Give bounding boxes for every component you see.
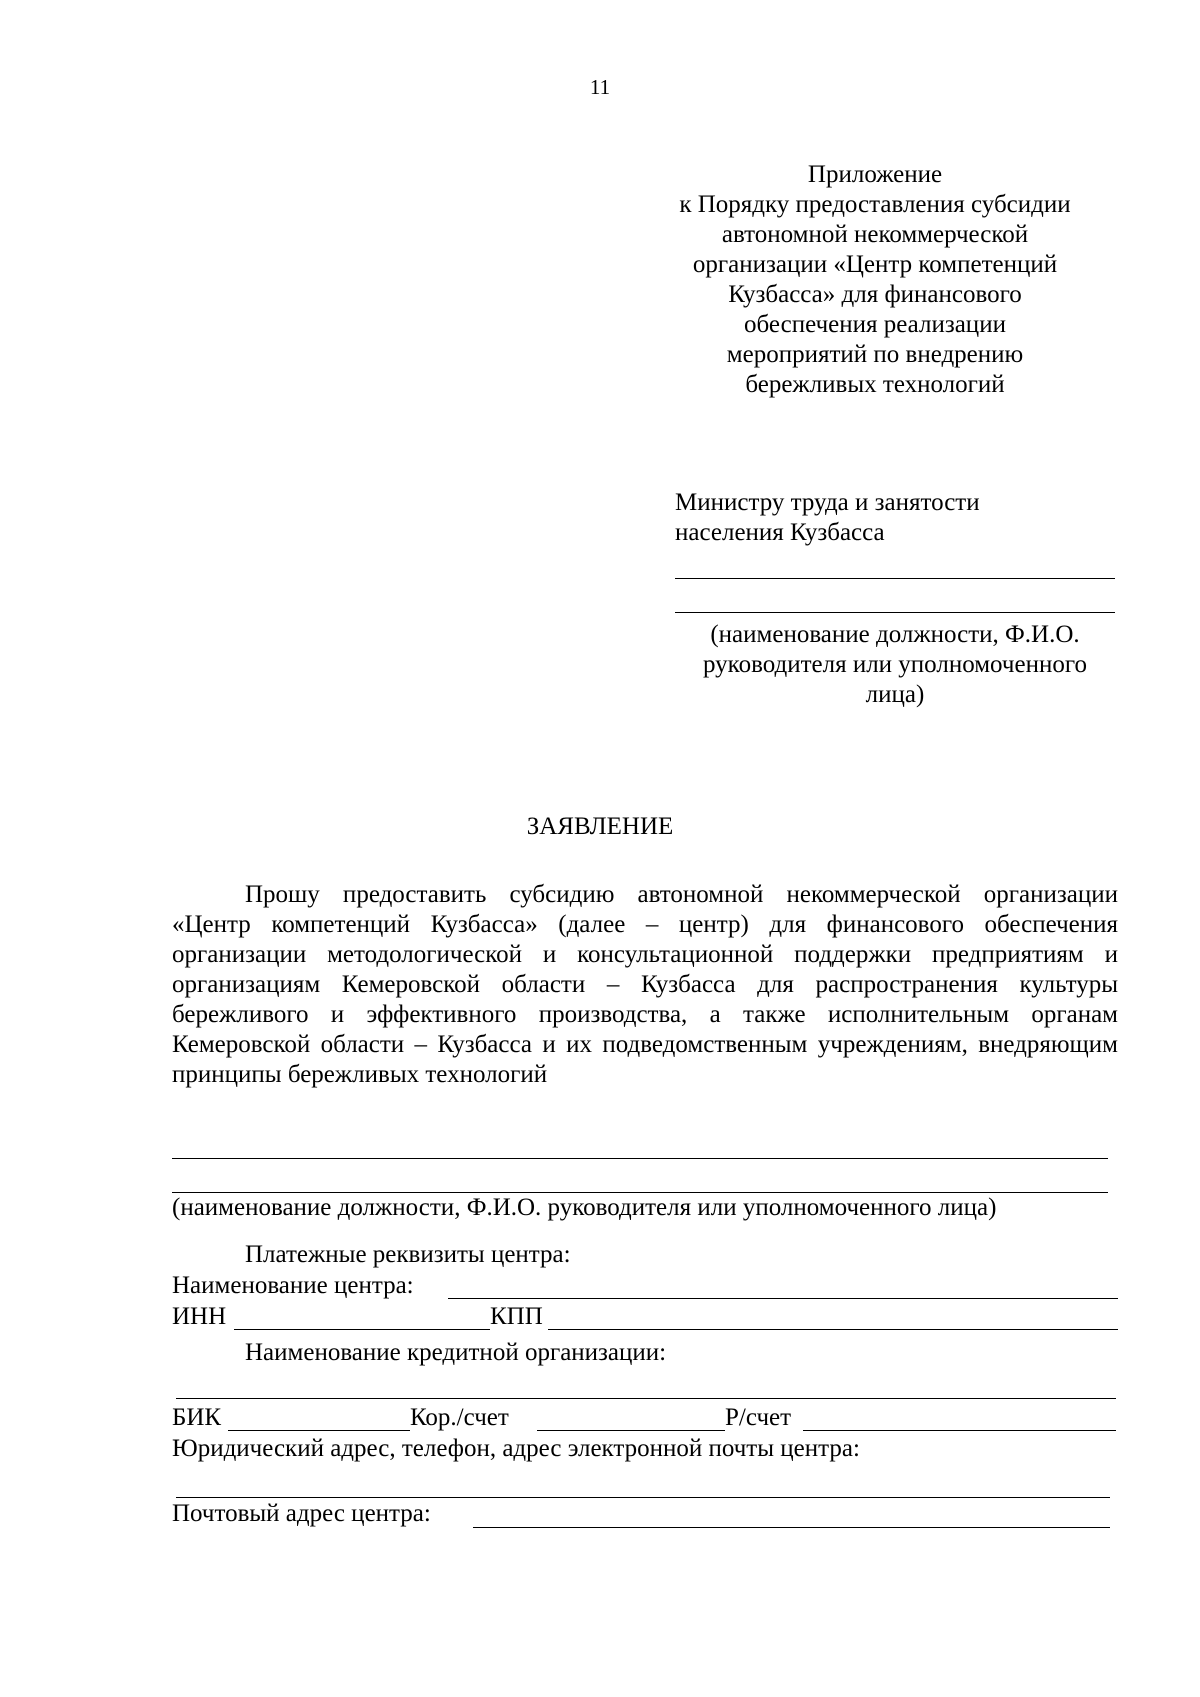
corr-account-field[interactable] [537,1430,725,1431]
bank-name-field[interactable] [176,1398,1116,1399]
appendix-header [640,160,1110,400]
appendix-line: Приложение [807,161,943,188]
addressee-line: Министру труда и занятости [675,489,980,516]
center-name-field[interactable] [448,1298,1118,1299]
appendix-line: обеспечения реализации [744,311,1006,338]
appendix-line: автономной некоммерческой [721,221,1029,248]
addressee-block [675,488,1115,548]
inn-label: ИНН [172,1303,227,1330]
kpp-field[interactable] [548,1329,1118,1330]
account-label: Р/счет [725,1404,792,1431]
postal-address-field[interactable] [473,1527,1110,1528]
document-title: ЗАЯВЛЕНИЕ [526,813,674,840]
bank-label: Наименование кредитной организации: [245,1339,667,1366]
caption-line: руководителя или уполномоченного [703,651,1087,678]
caption-line: лица) [865,681,925,708]
bik-field[interactable] [228,1430,410,1431]
signer-blank-line[interactable] [172,1158,1108,1159]
bik-label: БИК [172,1404,222,1431]
center-name-label: Наименование центра: [172,1272,414,1299]
appendix-line: к Порядку предоставления субсидии [679,191,1071,218]
appendix-line: организации «Центр компетенций [692,251,1058,278]
contacts-label: Юридический адрес, телефон, адрес электронной почты центра: [172,1435,860,1462]
addressee-blank-line[interactable] [675,578,1115,579]
postal-address-label: Почтовый адрес центра: [172,1500,431,1527]
inn-field[interactable] [234,1329,490,1330]
appendix-line: бережливых технологий [745,371,1005,398]
requisites-heading: Платежные реквизиты центра: [245,1241,571,1268]
signer-caption: (наименование должности, Ф.И.О. руководителя или уполномоченного лица) [172,1194,997,1221]
account-field[interactable] [803,1430,1116,1431]
page-number: 11 [589,75,611,99]
addressee-line: населения Кузбасса [675,519,885,546]
application-body: Прошу предоставить субсидию автономной некоммерческой организации «Центр компетенций Кузбасса» (далее – центр) для финансового обеспечения организации методологической и консультационной поддержки предприятиям и организациям Кемеровской области – Кузбасса для распространения культуры бережливого и эффективного производства, а также исполнительным органам Кемеровской области – Кузбасса и их подведомственным учреждениям, внедряющим принципы бережливых технологий [172,881,1118,1088]
addressee-caption [675,620,1115,710]
caption-line: (наименование должности, Ф.И.О. [710,621,1080,648]
appendix-line: Кузбасса» для финансового [728,281,1022,308]
contacts-field[interactable] [176,1497,1110,1498]
kpp-label: КПП [490,1303,543,1330]
addressee-blank-line[interactable] [675,612,1115,613]
appendix-line: мероприятий по внедрению [726,341,1024,368]
corr-account-label: Кор./счет [410,1404,509,1431]
